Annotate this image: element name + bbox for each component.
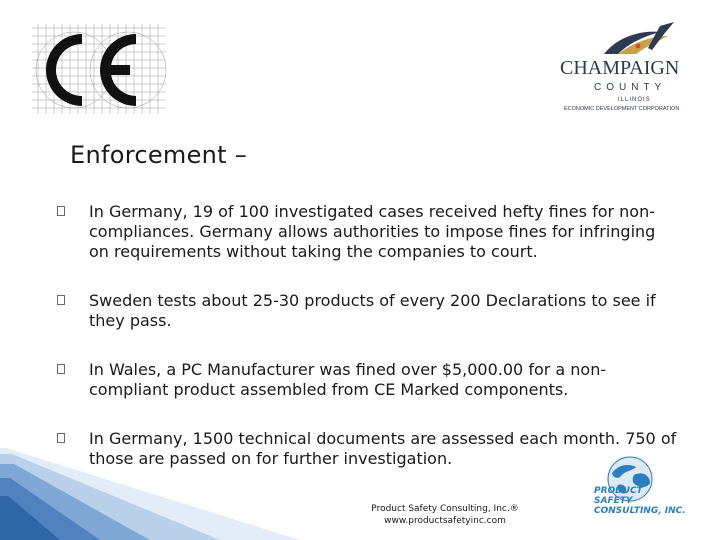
ce-mark-logo (24, 20, 174, 120)
svg-text:COUNTY: COUNTY (594, 82, 667, 93)
svg-text:ECONOMIC DEVELOPMENT CORPORATI: ECONOMIC DEVELOPMENT CORPORATION (564, 106, 680, 112)
footer (350, 503, 540, 527)
bullet-text: In Germany, 19 of 100 investigated cases received hefty fines for non-compliances. Germany allows authorities to impose fines for infringing on requirements without taking the companies to court. (89, 202, 656, 261)
square-bullet-icon (57, 433, 65, 443)
square-bullet-icon (57, 364, 65, 374)
bullet-item (57, 202, 677, 262)
bullet-text: In Germany, 1500 technical documents are assessed each month. 750 of those are passed on for further investigation. (89, 429, 677, 468)
svg-text:ILLINOIS: ILLINOIS (618, 97, 651, 103)
bullet-item (57, 291, 677, 331)
bullet-text: In Wales, a PC Manufacturer was fined over $5,000.00 for a non-compliant product assembled from CE Marked components. (89, 360, 607, 399)
svg-text:SAFETY: SAFETY (594, 496, 633, 506)
svg-text:CHAMPAIGN: CHAMPAIGN (560, 57, 680, 79)
bullet-item (57, 360, 677, 400)
footer-company: Product Safety Consulting, Inc.® (371, 504, 519, 514)
square-bullet-icon (57, 295, 65, 305)
footer-url: www.productsafetyinc.com (384, 516, 506, 526)
svg-text:CONSULTING, INC.: CONSULTING, INC. (594, 506, 686, 516)
champaign-county-logo (556, 20, 706, 115)
bullet-text: Sweden tests about 25-30 products of every 200 Declarations to see if they pass. (89, 291, 656, 330)
slide-heading: Enforcement – (70, 141, 248, 169)
svg-text:PRODUCT: PRODUCT (594, 486, 643, 496)
product-safety-consulting-logo (580, 455, 715, 525)
square-bullet-icon (57, 206, 65, 216)
